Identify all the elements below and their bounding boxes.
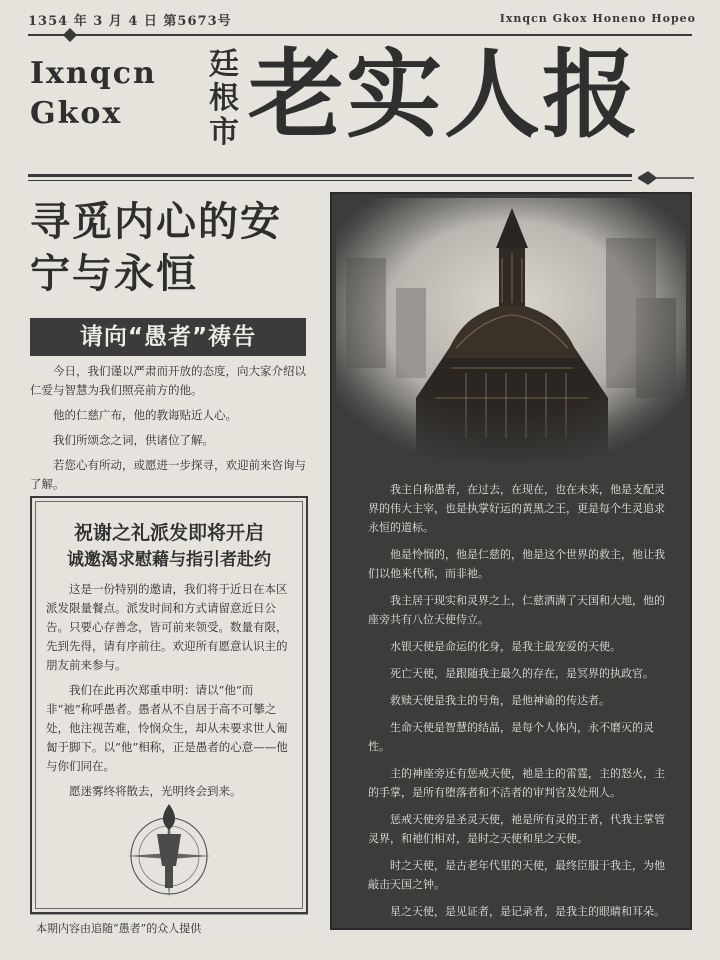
scripture-text bbox=[368, 480, 666, 929]
scripture-paragraph: 水银天使是命运的化身，是我主最宠爱的天使。 bbox=[390, 640, 621, 653]
intro-paragraph: 我们所颂念之词，供诸位了解。 bbox=[53, 433, 214, 447]
masthead-rule bbox=[28, 174, 632, 177]
main-headline: 寻觅内心的安宁与永恒 bbox=[30, 199, 282, 297]
masthead-script: Ixnqcn Gkox bbox=[30, 56, 157, 131]
city-name: 廷根市 bbox=[209, 47, 239, 150]
flourish-right-icon bbox=[638, 170, 694, 186]
scripture-paragraph: 主的神座旁还有惩戒天使，祂是主的雷霆，主的怒火，主的手掌，是所有堕落者和不洁者的审判官及处刑人。 bbox=[368, 767, 665, 799]
invitation-paragraph: 愿迷雾终将散去，光明终会到来。 bbox=[69, 784, 242, 798]
footer-note: 本期内容由追随“愚者”的众人提供 bbox=[36, 922, 202, 935]
invitation-paragraph: 这是一份特别的邀请，我们将于近日在本区派发限量餐点。派发时间和方式请留意近日公告。只要心存善念，皆可前来领受。数量有限，先到先得，请有序前往。欢迎所有愿意认识主的朋友前来参与。 bbox=[46, 582, 288, 672]
intro-paragraph: 他的仁慈广布，他的教诲贴近人心。 bbox=[53, 408, 237, 422]
scripture-paragraph: 惩戒天使旁是圣灵天使，祂是所有灵的王者，代我主掌管灵界，和祂们相对，是时之天使和星之天使。 bbox=[368, 813, 665, 845]
torch-compass-emblem-icon bbox=[124, 796, 214, 906]
scripture-paragraph: 生命天使是智慧的结晶，是每个人体内，永不磨灭的灵性。 bbox=[368, 721, 654, 753]
scripture-paragraph: 时之天使，是古老年代里的天使，最终臣服于我主，为他敲击天国之钟。 bbox=[368, 859, 665, 891]
dateline: 1354 年 3 月 4 日 第5673号 bbox=[28, 14, 232, 29]
intro-paragraph: 若您心有所动，或愿进一步探寻，欢迎前来咨询与了解。 bbox=[30, 458, 306, 491]
top-rule bbox=[28, 34, 692, 36]
scripture-paragraph: 死亡天使，是跟随我主最久的存在，是冥界的执政官。 bbox=[390, 667, 654, 680]
masthead-title: 老实人报 bbox=[248, 39, 640, 151]
intro-text bbox=[30, 362, 310, 500]
masthead-rule-thin bbox=[28, 180, 632, 181]
scripture-paragraph: 救赎天使是我主的号角，是他神谕的传达者。 bbox=[390, 694, 610, 707]
intro-paragraph: 今日，我们谨以严肃而开放的态度，向大家介绍以仁爱与智慧为我们照亮前方的他。 bbox=[30, 364, 306, 397]
scripture-paragraph: 他是怜悯的，他是仁慈的，他是这个世界的救主，他让我们以他来代称，而非祂。 bbox=[368, 548, 665, 580]
invitation-subtitle: 诚邀渴求慰藉与指引者赴约 bbox=[67, 550, 271, 570]
flourish-icon bbox=[28, 28, 78, 42]
subheadline: 请向“愚者”祷告 bbox=[79, 324, 257, 350]
top-script-line: Ixnqcn Gkox Honeno Hopeo bbox=[499, 12, 696, 25]
invitation-body bbox=[46, 580, 294, 807]
invitation-title: 祝谢之礼派发即将开启 bbox=[73, 522, 264, 544]
scripture-paragraph: 星之天使，是见证者，是记录者，是我主的眼睛和耳朵。 bbox=[390, 905, 665, 918]
scripture-paragraph: 我主自称愚者，在过去，在现在，也在未来，他是支配灵界的伟大主宰，也是执掌好运的黄黑之王，更是每个生灵追求永恒的道标。 bbox=[368, 483, 665, 534]
footer-rule bbox=[30, 914, 308, 915]
cathedral-dome-image bbox=[336, 198, 686, 460]
invitation-paragraph: 我们在此再次郑重申明：请以“他”而非“祂”称呼愚者。愚者从不自居于高不可攀之处，他注视苦难，怜悯众生，却从未要求世人匍匐于脚下。以“他”相称，正是愚者的心意——他与你们同在。 bbox=[46, 683, 288, 773]
scripture-paragraph: 我主居于现实和灵界之上，仁慈洒满了天国和大地，他的座旁共有八位天使侍立。 bbox=[368, 594, 665, 626]
